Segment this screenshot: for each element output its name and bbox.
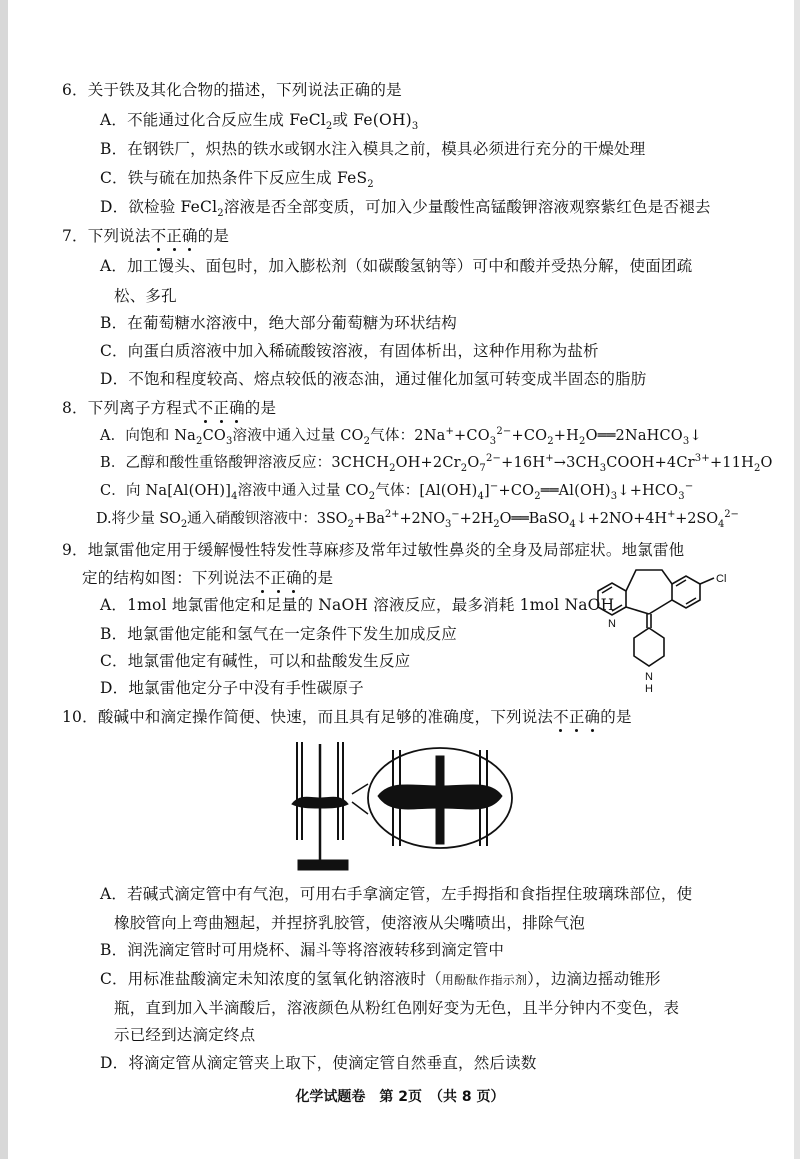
- cycloheptane-bridge: [626, 570, 672, 591]
- question-8-stem: 8．下列离子方程式不正确的是: [62, 399, 277, 417]
- question-9-option-d: D．地氯雷他定分子中没有手性碳原子: [100, 679, 364, 697]
- question-8-option-d: D.将少量 $SO_2$通入硝酸钡溶液中：$3SO_2+Ba^{2+}+2NO_3^-+2H_2O══BaSO_4↓+2NO+4H^++2SO_4^{2-}$: [96, 509, 739, 530]
- question-10-option-c-line1: C．用标准盐酸滴定未知浓度的氢氧化钠溶液时（用酚酞作指示剂），边滴边摇动锥形: [100, 970, 661, 988]
- emphasis-character: 确: [286, 569, 302, 587]
- question-6-stem: 6．关于铁及其化合物的描述，下列说法正确的是: [62, 81, 402, 99]
- emphasis-character: 正: [213, 399, 230, 417]
- piperidine-ring: [634, 628, 664, 666]
- desloratadine-structure-diagram: [588, 556, 768, 696]
- emphasis-character: 不: [553, 708, 569, 726]
- question-7-option-a-line1: A．加工馒头、面包时，加入膨松剂（如碳酸氢钠等）可中和酸并受热分解，使面团疏: [100, 257, 693, 275]
- question-10-stem: 10．酸碱中和滴定操作简便、快速，而且具有足够的准确度，下列说法不正确的是: [62, 708, 632, 726]
- question-10-option-b: B．润洗滴定管时可用烧杯、漏斗等将溶液转移到滴定管中: [100, 941, 505, 959]
- scan-edge-right: [794, 0, 800, 1159]
- question-10-option-a-line2: 橡胶管向上弯曲翘起，并捏挤乳胶管，使溶液从尖嘴喷出，排除气泡: [114, 914, 586, 932]
- emphasis-not-correct: [198, 399, 245, 417]
- indicator-note: 用酚酞作指示剂: [441, 973, 528, 987]
- piperidine-hydrogen-label: H: [645, 683, 653, 695]
- emphasis-character: 正: [568, 708, 585, 726]
- emphasis-not-correct: [553, 708, 600, 726]
- emphasis-not-correct: [151, 227, 198, 245]
- emphasis-not-correct: [255, 569, 302, 587]
- pyridine-nitrogen-label: N: [608, 618, 616, 630]
- question-6-option-a: A．不能通过化合反应生成 FeCl$_2$或 $Fe(OH)_3$: [100, 111, 419, 133]
- question-6-option-d: D．欲检验 FeCl$_2$溶液是否全部变质，可加入少量酸性高锰酸钾溶液观察紫红色是否褪去: [100, 198, 711, 220]
- question-10-option-a-line1: A．若碱式滴定管中有气泡，可用右手拿滴定管，左手拇指和食指捏住玻璃珠部位，使: [100, 885, 693, 903]
- question-7-option-d: D．不饱和程度较高、熔点较低的液态油，通过催化加氢可转变成半固态的脂肪: [100, 370, 647, 388]
- chlorine-label: Cl: [716, 573, 727, 585]
- question-7-option-c: C．向蛋白质溶液中加入稀硫酸铵溶液，有固体析出，这种作用称为盐析: [100, 342, 599, 360]
- emphasis-character: 不: [197, 399, 214, 417]
- piperidine-nitrogen-label: N: [645, 671, 653, 683]
- question-10-option-c-line3: 示已经到达滴定终点: [114, 1026, 256, 1044]
- question-8-option-b: B．乙醇和酸性重铬酸钾溶液反应：$3CHCH_2OH+2Cr_2O_7^{2-}+16H^+\to 3CH_3COOH+4Cr^{3+}+11H_2O$: [100, 453, 773, 474]
- question-8-option-a: A．向饱和 $Na_2CO_3$溶液中通入过量 $CO_2$气体：$2Na^++CO_3^{2-}+CO_2+H_2O══2NaHCO_3↓$: [100, 426, 702, 447]
- question-8-option-c: C．向 $Na[Al(OH)]_4$溶液中通入过量 $CO_2$气体：$[Al(OH)_4]^-+CO_2══Al(OH)_3↓+HCO_3^-$: [100, 481, 694, 502]
- emphasis-character: 不: [254, 569, 271, 587]
- emphasis-character: 正: [270, 569, 287, 587]
- titration-apparatus-illustration: [280, 736, 520, 876]
- question-7-option-b: B．在葡萄糖水溶液中，绝大部分葡萄糖为环状结构: [100, 314, 457, 332]
- emphasis-character: 确: [229, 399, 245, 417]
- question-6-option-b: B．在钢铁厂，炽热的铁水或钢水注入模具之前，模具必须进行充分的干燥处理: [100, 140, 646, 158]
- question-9-option-b: B．地氯雷他定能和氢气在一定条件下发生加成反应: [100, 625, 457, 643]
- question-9-option-c: C．地氯雷他定有碱性，可以和盐酸发生反应: [100, 652, 411, 670]
- question-7-stem: 7．下列说法不正确的是: [62, 227, 230, 245]
- question-9-option-a: A．1mol 地氯雷他定和足量的 NaOH 溶液反应，最多消耗 1mol NaOH: [100, 596, 615, 614]
- scan-edge-left: [0, 0, 8, 1159]
- emphasis-character: 确: [584, 708, 601, 726]
- question-10-option-d: D．将滴定管从滴定管夹上取下，使滴定管自然垂直，然后读数: [100, 1054, 537, 1072]
- question-9-stem-line1: 9．地氯雷他定用于缓解慢性特发性荨麻疹及常年过敏性鼻炎的全身及局部症状。地氯雷他: [62, 541, 685, 559]
- question-10-option-c-line2: 瓶，直到加入半滴酸后，溶液颜色从粉红色刚好变为无色，且半分钟内不变色，表: [114, 999, 680, 1017]
- page-footer: 化学试题卷 第 2页 （共 8 页）: [295, 1089, 505, 1105]
- question-7-option-a-line2: 松、多孔: [114, 287, 177, 305]
- emphasis-character: 确: [181, 227, 198, 245]
- emphasis-character: 正: [166, 227, 182, 245]
- question-9-stem-line2: 定的结构如图：下列说法不正确的是: [82, 569, 334, 587]
- emphasis-character: 不: [150, 227, 167, 245]
- question-6-option-c: C．铁与硫在加热条件下反应生成 FeS$_2$: [100, 169, 374, 191]
